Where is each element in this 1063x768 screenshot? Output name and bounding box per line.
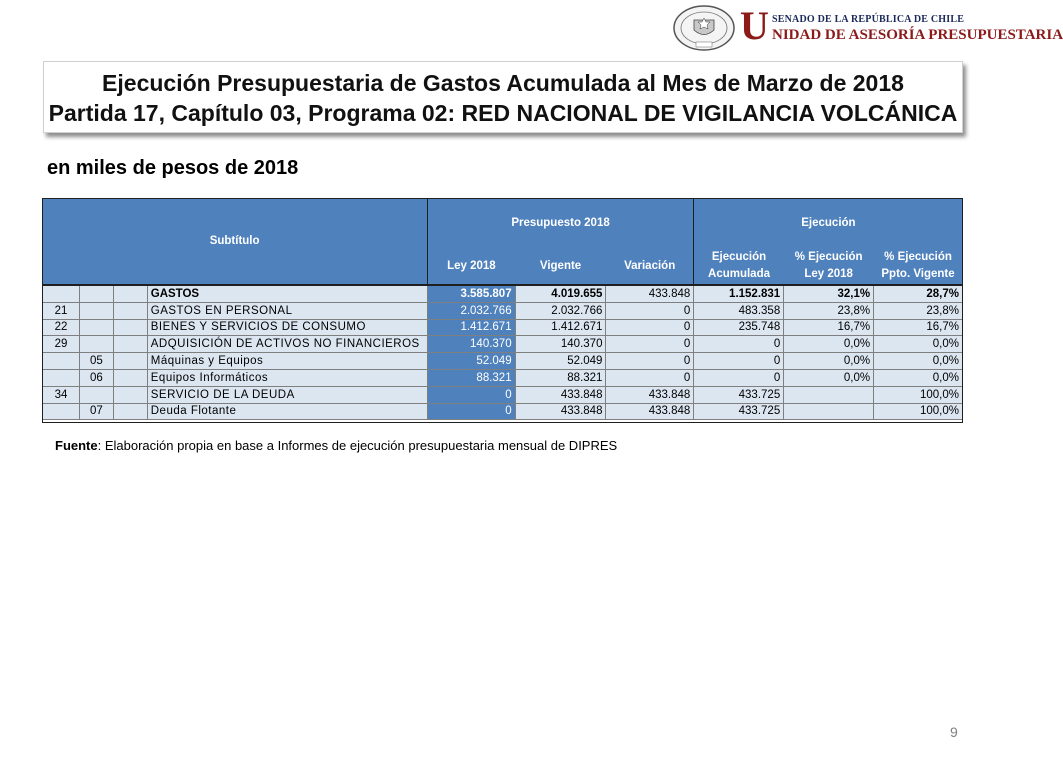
cell-vigente: 433.848: [515, 386, 606, 403]
cell-asig: [113, 319, 147, 336]
budget-table: [42, 198, 963, 420]
cell-variacion: 433.848: [606, 285, 694, 302]
cell-ley: 52.049: [427, 353, 515, 370]
cell-asig: [113, 369, 147, 386]
cell-name: ADQUISICIÓN DE ACTIVOS NO FINANCIEROS: [147, 336, 427, 353]
header-ejec-acum-l2: Acumulada: [708, 268, 771, 280]
cell-pct-vig: 0,0%: [874, 369, 963, 386]
cell-pct-ley: 0,0%: [784, 353, 874, 370]
cell-vigente: 1.412.671: [515, 319, 606, 336]
cell-item: 07: [79, 403, 113, 420]
cell-name: Máquinas y Equipos: [147, 353, 427, 370]
cell-asig: [113, 386, 147, 403]
cell-pct-ley: 23,8%: [784, 302, 874, 319]
cell-ejecucion: 483.358: [694, 302, 784, 319]
cell-asig: [113, 353, 147, 370]
cell-ley: 0: [427, 403, 515, 420]
cell-asig: [113, 302, 147, 319]
cell-sub: 22: [43, 319, 80, 336]
table-body: [43, 285, 963, 420]
header-pct-vigente: [874, 248, 963, 285]
cell-sub: 34: [43, 386, 80, 403]
brand-top-line: SENADO DE LA REPÚBLICA DE CHILE: [772, 14, 965, 25]
header-variacion: Variación: [606, 248, 694, 285]
header-subtitulo: Subtítulo: [43, 198, 428, 285]
cell-vigente: 52.049: [515, 353, 606, 370]
page-title-line1: Ejecución Presupuestaria de Gastos Acumulada al Mes de Marzo de 2018: [102, 70, 904, 96]
cell-vigente: 2.032.766: [515, 302, 606, 319]
header-presupuesto: Presupuesto 2018: [427, 198, 694, 248]
cell-pct-ley: [784, 386, 874, 403]
cell-ejecucion: 235.748: [694, 319, 784, 336]
cell-sub: [43, 369, 80, 386]
source-label: Fuente: [55, 438, 98, 453]
cell-vigente: 88.321: [515, 369, 606, 386]
cell-name: SERVICIO DE LA DEUDA: [147, 386, 427, 403]
table-header: [43, 198, 963, 285]
senate-seal-icon: [672, 4, 736, 52]
table-row: [43, 302, 963, 319]
cell-name: GASTOS: [147, 285, 427, 302]
table-row: [43, 369, 963, 386]
header-ejecucion-acumulada: [694, 248, 784, 285]
header-pct-vig-l1: % Ejecución: [884, 251, 952, 263]
header-vigente: Vigente: [515, 248, 606, 285]
cell-pct-ley: 0,0%: [784, 336, 874, 353]
cell-sub: 21: [43, 302, 80, 319]
cell-variacion: 433.848: [606, 403, 694, 420]
cell-sub: [43, 353, 80, 370]
cell-ley: 0: [427, 386, 515, 403]
header-ley: Ley 2018: [427, 248, 515, 285]
cell-item: [79, 302, 113, 319]
units-subtitle: en miles de pesos de 2018: [47, 157, 299, 179]
cell-ejecucion: 1.152.831: [694, 285, 784, 302]
cell-ejecucion: 433.725: [694, 386, 784, 403]
source-text: : Elaboración propia en base a Informes de ejecución presupuestaria mensual de DIPRES: [97, 438, 618, 453]
cell-pct-vig: 100,0%: [874, 386, 963, 403]
cell-variacion: 0: [606, 302, 694, 319]
cell-item: [79, 285, 113, 302]
header-ejecucion: Ejecución: [694, 198, 963, 248]
cell-ley: 140.370: [427, 336, 515, 353]
cell-name: GASTOS EN PERSONAL: [147, 302, 427, 319]
table-row: [43, 353, 963, 370]
page-number: 9: [950, 724, 958, 740]
source-note: [55, 438, 617, 453]
cell-variacion: 0: [606, 369, 694, 386]
cell-name: BIENES Y SERVICIOS DE CONSUMO: [147, 319, 427, 336]
cell-asig: [113, 403, 147, 420]
table-row: [43, 386, 963, 403]
cell-pct-vig: 0,0%: [874, 353, 963, 370]
cell-pct-ley: 32,1%: [784, 285, 874, 302]
header-ejec-acum-l1: Ejecución: [711, 251, 767, 263]
header-pct-vig-l2: Ppto. Vigente: [881, 268, 955, 280]
title-box: [43, 61, 963, 133]
cell-ley: 2.032.766: [427, 302, 515, 319]
cell-variacion: 0: [606, 319, 694, 336]
cell-variacion: 0: [606, 336, 694, 353]
cell-variacion: 0: [606, 353, 694, 370]
cell-pct-vig: 100,0%: [874, 403, 963, 420]
page-title-line2: Partida 17, Capítulo 03, Programa 02: RED NACIONAL DE VIGILANCIA VOLCÁNICA: [48, 100, 958, 126]
cell-pct-ley: 0,0%: [784, 369, 874, 386]
cell-item: 05: [79, 353, 113, 370]
cell-vigente: 140.370: [515, 336, 606, 353]
cell-item: [79, 319, 113, 336]
brand-initial: U: [740, 3, 769, 48]
header-pct-ley-l1: % Ejecución: [794, 251, 863, 263]
cell-ejecucion: 0: [694, 353, 784, 370]
cell-item: [79, 386, 113, 403]
cell-sub: [43, 285, 80, 302]
cell-vigente: 4.019.655: [515, 285, 606, 302]
cell-pct-ley: 16,7%: [784, 319, 874, 336]
cell-ley: 1.412.671: [427, 319, 515, 336]
cell-ley: 3.585.807: [427, 285, 515, 302]
cell-pct-ley: [784, 403, 874, 420]
cell-pct-vig: 0,0%: [874, 336, 963, 353]
cell-sub: [43, 403, 80, 420]
cell-asig: [113, 285, 147, 302]
cell-variacion: 433.848: [606, 386, 694, 403]
cell-pct-vig: 23,8%: [874, 302, 963, 319]
brand-main-line: NIDAD DE ASESORÍA PRESUPUESTARIA: [772, 27, 1063, 43]
table-row: [43, 319, 963, 336]
cell-name: Deuda Flotante: [147, 403, 427, 420]
cell-sub: 29: [43, 336, 80, 353]
header-pct-ley-l2: Ley 2018: [804, 268, 853, 280]
cell-name: Equipos Informáticos: [147, 369, 427, 386]
cell-item: [79, 336, 113, 353]
cell-item: 06: [79, 369, 113, 386]
cell-ley: 88.321: [427, 369, 515, 386]
senate-logo: [672, 3, 1063, 52]
table-row: [43, 336, 963, 353]
cell-ejecucion: 0: [694, 336, 784, 353]
table-row: [43, 403, 963, 420]
cell-pct-vig: 16,7%: [874, 319, 963, 336]
cell-asig: [113, 336, 147, 353]
cell-ejecucion: 433.725: [694, 403, 784, 420]
cell-pct-vig: 28,7%: [874, 285, 963, 302]
header-pct-ley: [784, 248, 874, 285]
cell-ejecucion: 0: [694, 369, 784, 386]
cell-vigente: 433.848: [515, 403, 606, 420]
table-row: [43, 285, 963, 302]
